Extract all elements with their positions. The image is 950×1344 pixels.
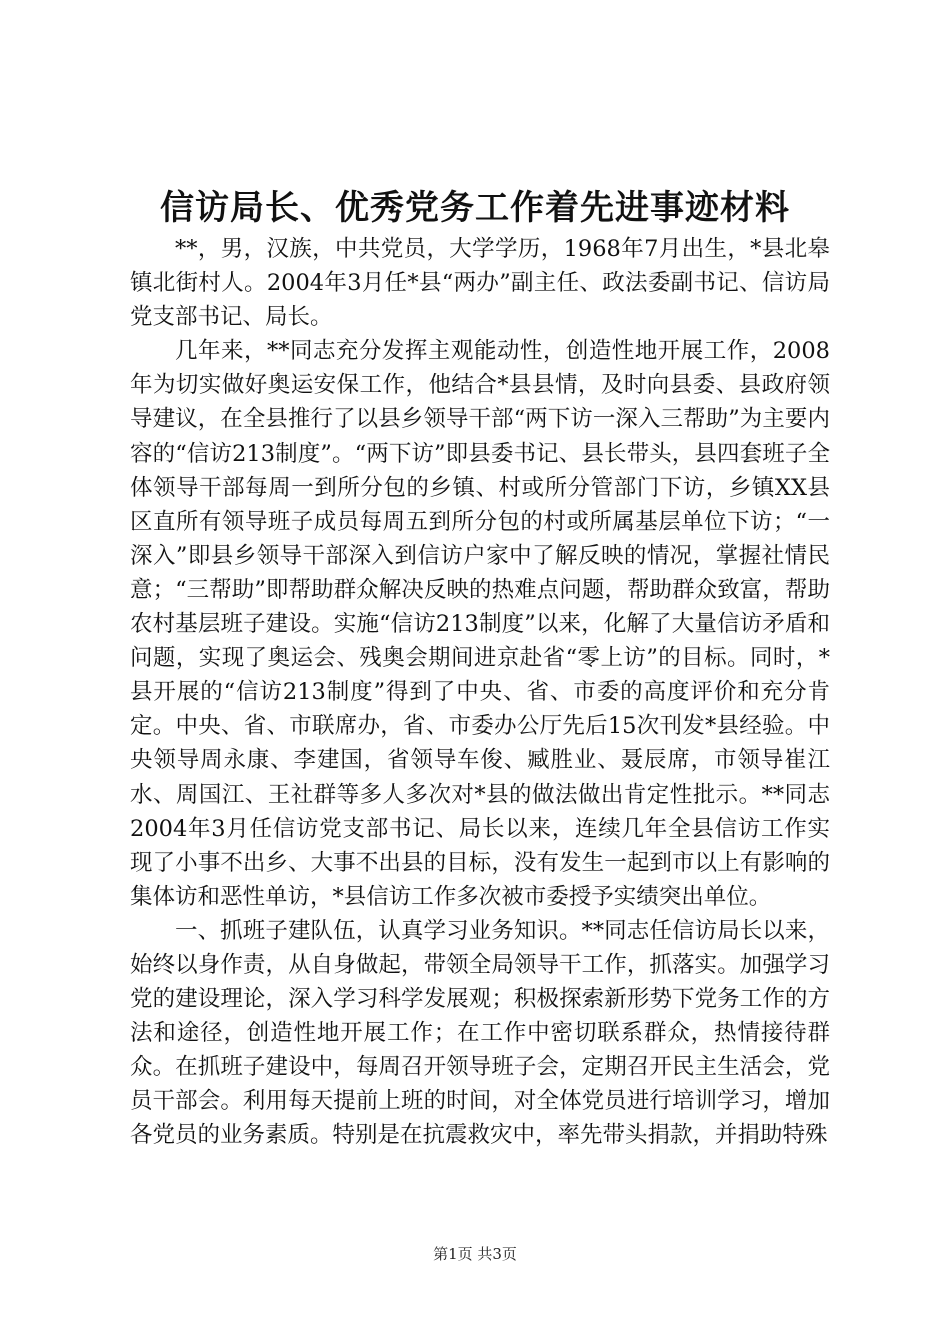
document-title: 信访局长、优秀党务工作着先进事迹材料	[160, 188, 790, 228]
page-footer: 第1页 共3页	[433, 1245, 517, 1263]
paragraph-section-one: 一、抓班子建队伍，认真学习业务知识。**同志任信访局长以来，始终以身作责，从自身做起，带领全局领导干工作，抓落实。加强学习党的建设理论，深入学习科学发展观；积极探索新形势下党务工作的方法和途径，创造性地开展工作；在工作中密切联系群众，热情接待群众。在抓班子建设中，每周召开领导班子会，定期召开民主生活会，党员干部会。利用每天提前上班的时间，对全体党员进行培训学习，增加各党员的业务素质。特别是在抗震救灾中，率先带头捐款，并捐助特殊	[130, 917, 830, 1149]
document-body	[130, 232, 830, 1153]
paragraph-achievements: 几年来，**同志充分发挥主观能动性，创造性地开展工作，2008年为切实做好奥运安保工作，他结合*县县情，及时向县委、县政府领导建议，在全县推行了以县乡领导干部“两下访一深入三帮助”为主要内容的“信访213制度”。“两下访”即县委书记、县长带头，县四套班子全体领导干部每周一到所分包的乡镇、村或所分管部门下访，乡镇XX县区直所有领导班子成员每周五到所分包的村或所属基层单位下访；“一深入”即县乡领导干部深入到信访户家中了解反映的情况，掌握社情民意；“三帮助”即帮助群众解决反映的热难点问题，帮助群众致富，帮助农村基层班子建设。实施“信访213制度”以来，化解了大量信访矛盾和问题，实现了奥运会、残奥会期间进京赴省“零上访”的目标。同时，*县开展的“信访213制度”得到了中央、省、市委的高度评价和充分肯定。中央、省、市联席办，省、市委办公厅先后15次刊发*县经验。中央领导周永康、李建国，省领导车俊、臧胜业、聂辰席，市领导崔江水、周国江、王社群等多人多次对*县的做法做出肯定性批示。**同志2004年3月任信访党支部书记、局长以来，连续几年全县信访工作实现了小事不出乡、大事不出县的目标，没有发生一起到市以上有影响的集体访和恶性单访，*县信访工作多次被市委授予实绩突出单位。	[130, 338, 830, 910]
paragraph-intro: **，男，汉族，中共党员，大学学历，1968年7月出生，*县北皋镇北街村人。2004年3月任*县“两办”副主任、政法委副书记、信访局党支部书记、局长。	[130, 236, 830, 331]
